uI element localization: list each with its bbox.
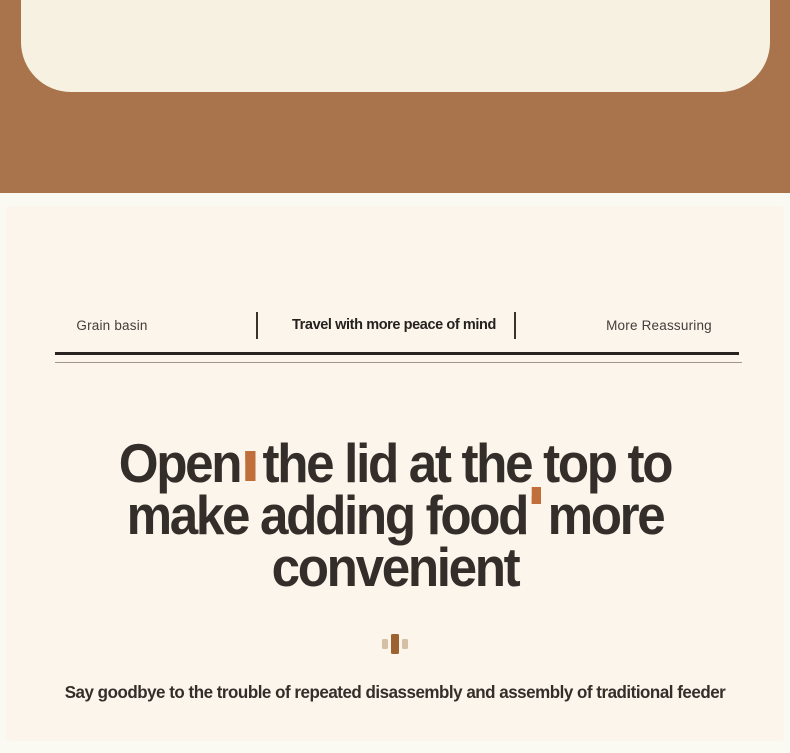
headline [28,432,763,598]
headline-line-2 [28,484,763,546]
tagline: Say goodbye to the trouble of repeated disassembly and assembly of traditional feeder [64,682,726,702]
tab-travel-peace-of-mind[interactable]: Travel with more peace of mind [292,317,496,333]
tab-divider [256,312,258,339]
deco-bar-center [391,634,399,654]
tabs-underline-rule-thin [55,362,742,363]
corner-bracket-close-icon [532,487,541,504]
hero-image-card [21,0,770,92]
headline-text: make adding food [126,484,528,546]
headline-line-1 [28,432,763,494]
headline-text: the lid at the top to [262,432,672,494]
three-bars-deco-icon [382,633,408,655]
tab-grain-basin[interactable]: Grain basin [76,318,148,333]
tabs-underline-rule [55,352,739,355]
headline-text: more [547,484,664,546]
headline-line-3: convenient [271,536,519,598]
headline-text: Open [118,432,241,494]
corner-bracket-open-icon [245,451,255,481]
hero-section [0,0,790,193]
tab-more-reassuring[interactable]: More Reassuring [606,318,712,333]
tab-divider [514,312,516,339]
deco-bar-right [402,639,408,649]
deco-bar-left [382,639,388,649]
